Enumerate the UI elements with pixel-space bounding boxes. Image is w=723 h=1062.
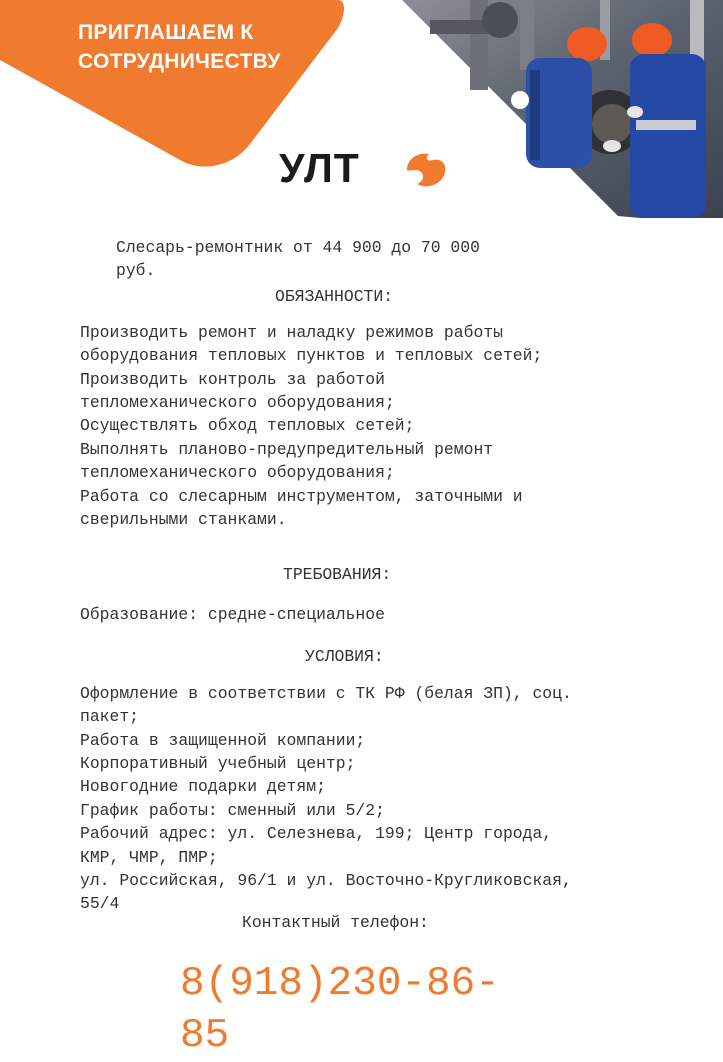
condition-line: Рабочий адрес: ул. Селезнева, 199; Центр города, — [80, 824, 553, 843]
logo-text: УЛТ — [279, 145, 360, 191]
condition-line: Новогодние подарки детям; — [80, 777, 326, 796]
duty-line: тепломеханического оборудования; — [80, 463, 395, 482]
condition-line: ул. Российская, 96/1 и ул. Восточно-Кругликовская, — [80, 871, 572, 890]
banner-title-line1: ПРИГЛАШАЕМ К — [78, 21, 254, 44]
condition-line: пакет; — [80, 707, 140, 726]
header-banner — [0, 0, 723, 230]
duties-heading: ОБЯЗАННОСТИ: — [275, 287, 394, 306]
flame-icon — [403, 150, 449, 190]
condition-line: Оформление в соответствии с ТК РФ (белая ЗП), соц. — [80, 684, 572, 703]
position-line2: руб. — [116, 261, 156, 280]
phone-number[interactable] — [180, 958, 500, 1062]
requirement-line: Образование: средне-специальное — [80, 605, 385, 624]
duty-line: Осуществлять обход тепловых сетей; — [80, 416, 415, 435]
duty-line: Работа со слесарным инструментом, заточными и — [80, 487, 523, 506]
condition-line: 55/4 — [80, 894, 120, 913]
banner-title-line2: СОТРУДНИЧЕСТВУ — [78, 50, 281, 73]
duty-line: Производить ремонт и наладку режимов работы — [80, 323, 503, 342]
phone-line1[interactable]: 8(918)230-86- — [180, 961, 500, 1007]
condition-line: Работа в защищенной компании; — [80, 731, 366, 750]
duty-line: сверильными станками. — [80, 510, 287, 529]
phone-line2[interactable]: 85 — [180, 1013, 230, 1059]
duty-line: оборудования тепловых пунктов и тепловых сетей; — [80, 346, 543, 365]
conditions-heading: УСЛОВИЯ: — [305, 647, 384, 666]
condition-line: КМР, ЧМР, ПМР; — [80, 848, 218, 867]
position-line1: Слесарь-ремонтник от 44 900 до 70 000 — [116, 238, 480, 257]
condition-line: График работы: сменный или 5/2; — [80, 801, 385, 820]
banner-title — [78, 18, 281, 76]
contact-heading: Контактный телефон: — [242, 913, 429, 932]
requirements-heading: ТРЕБОВАНИЯ: — [283, 565, 392, 584]
duty-line: Производить контроль за работой — [80, 370, 385, 389]
workers-photo — [402, 0, 723, 218]
condition-line: Корпоративный учебный центр; — [80, 754, 356, 773]
duty-line: Выполнять планово-предупредительный ремонт — [80, 440, 494, 459]
duty-line: тепломеханического оборудования; — [80, 393, 395, 412]
